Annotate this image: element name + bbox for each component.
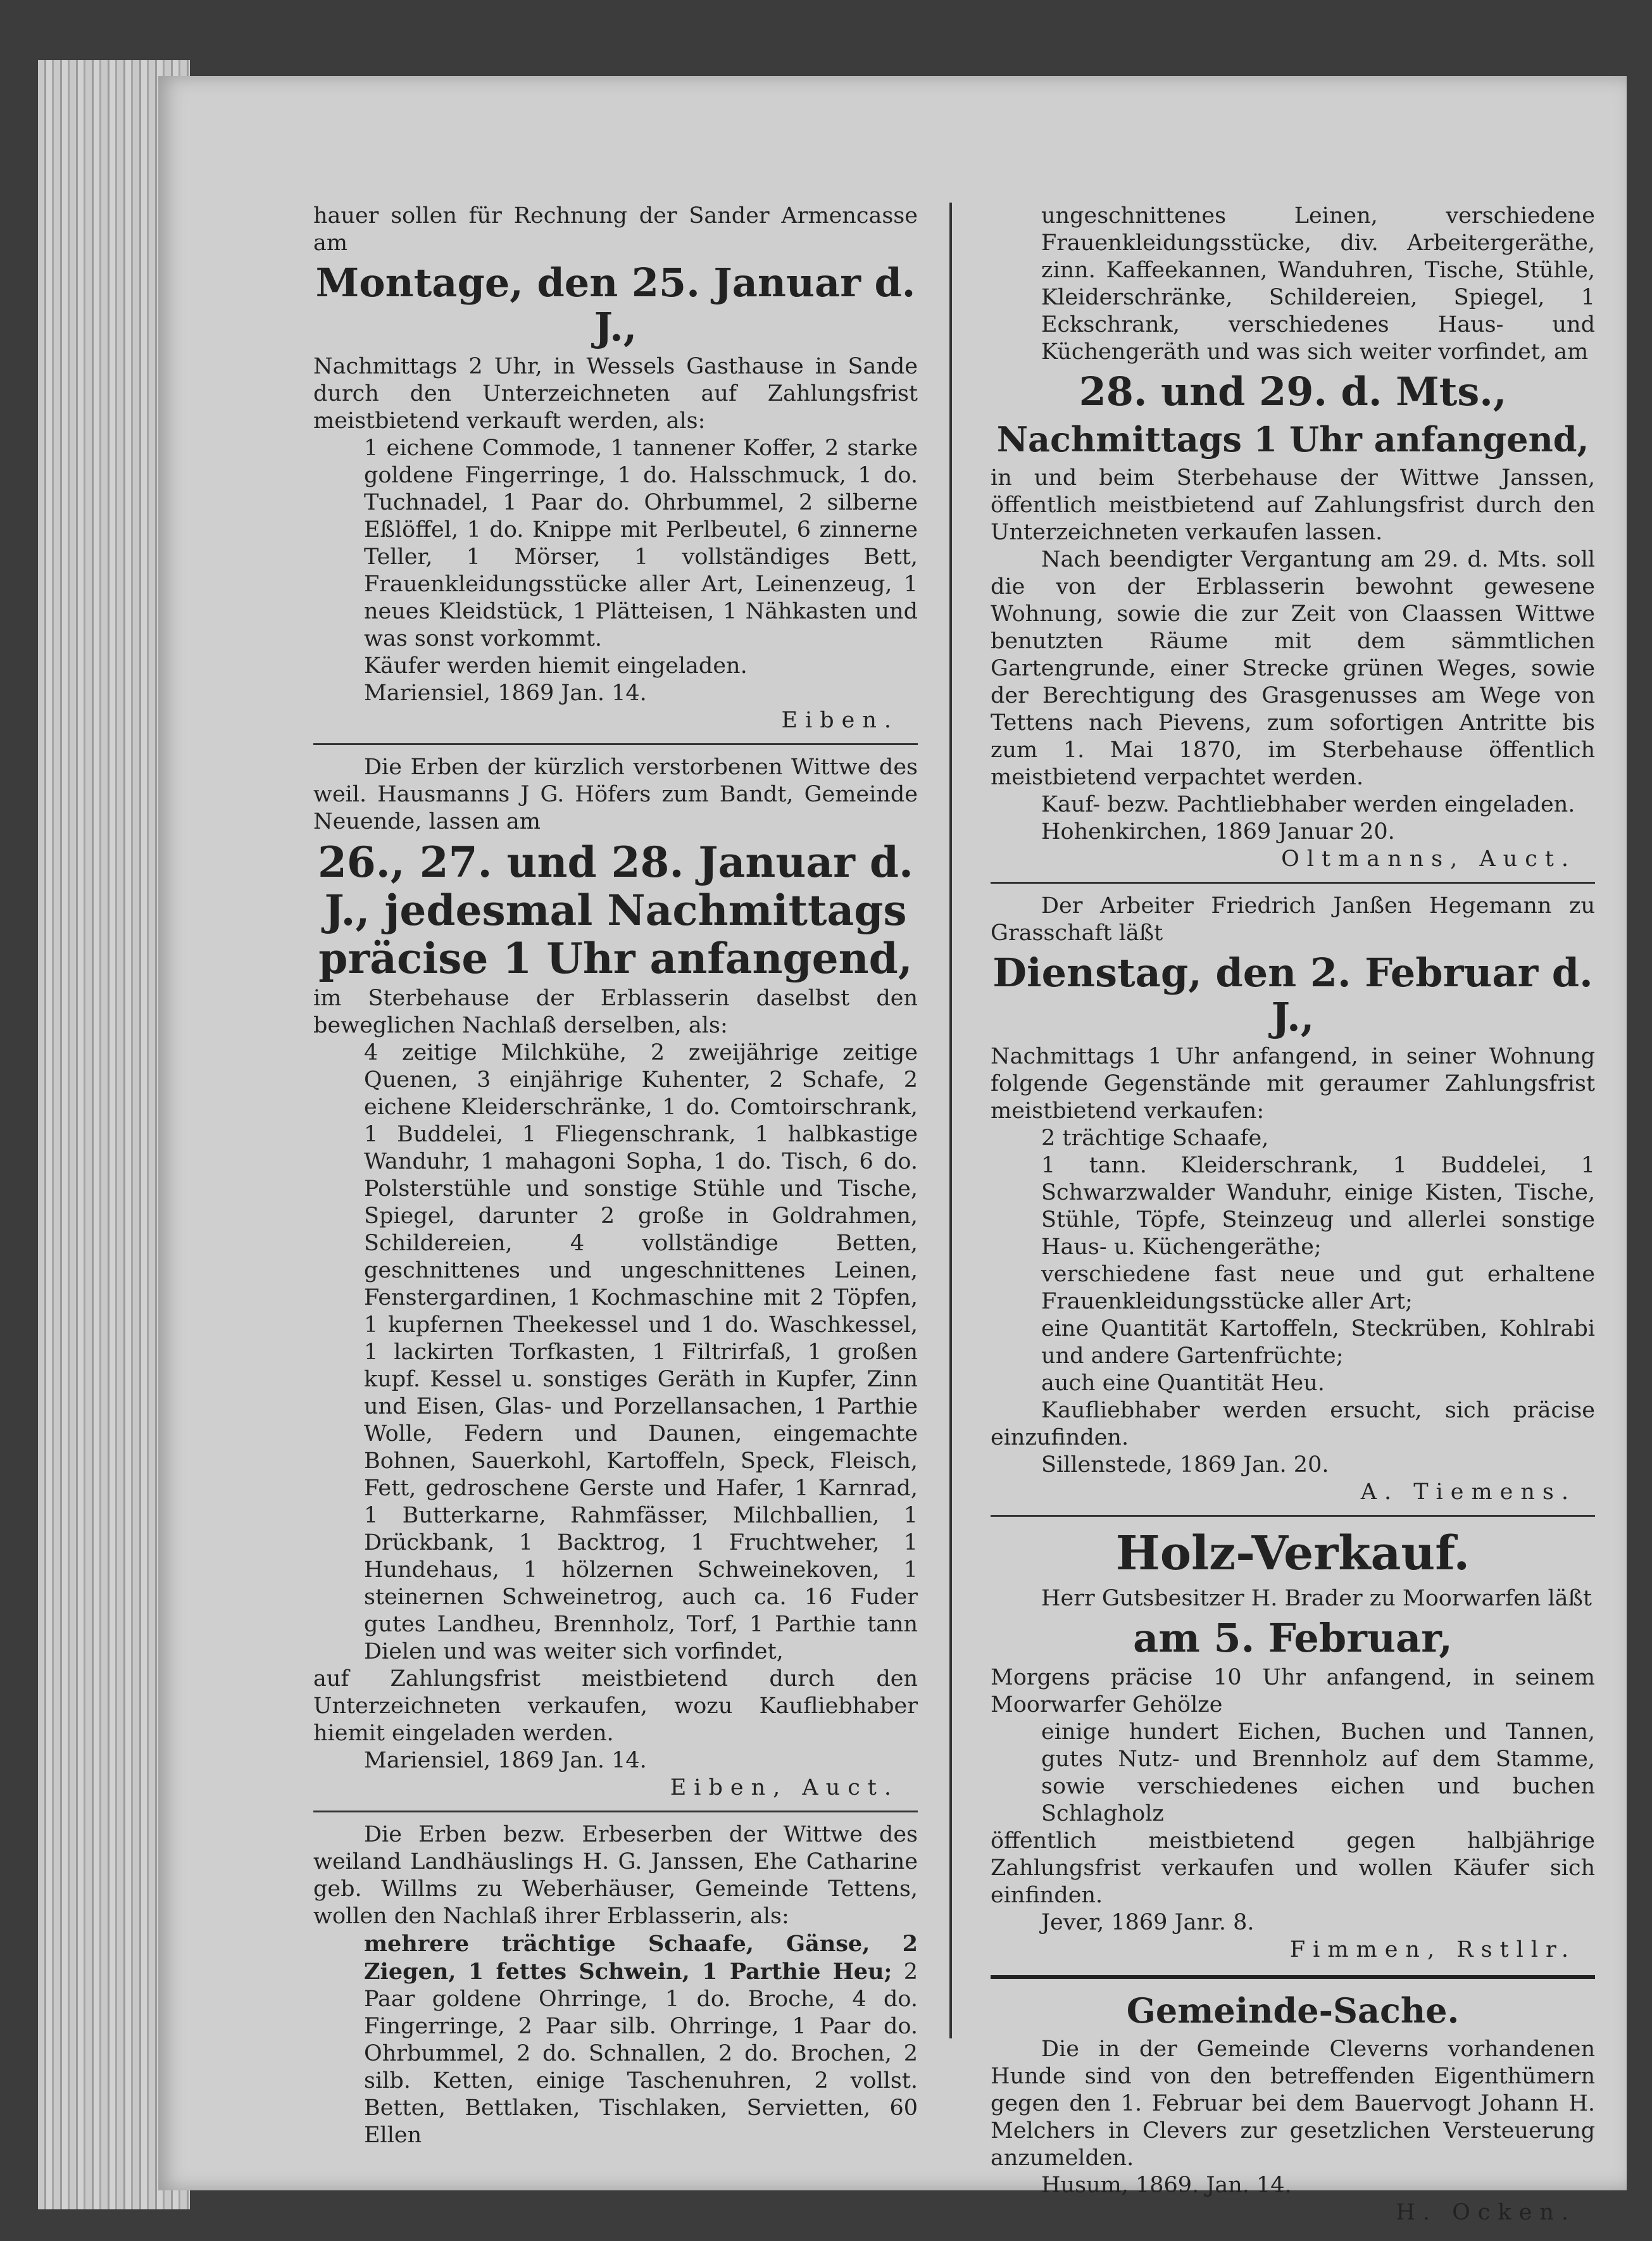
signature: A. Tiemens. [1360,1479,1576,1505]
right-column [991,203,1595,2226]
item-2: 1 tann. Kleiderschrank, 1 Buddelei, 1 Schwarzwalder Wanduhr, einige Kisten, Tische, Stühle, Töpfe, Steinzeug und allerlei sonstige Haus- u. Küchengeräthe; [1041,1153,1595,1260]
place-date: Husum, 1869. Jan. 14. [1041,2173,1292,2198]
auction-date: Dienstag, den 2. Februar d. J., [992,950,1593,1040]
notice-janssen [313,1821,918,2149]
notice-divider [991,882,1595,884]
column-divider [949,203,952,2038]
signature: Oltmanns, Auct. [1281,846,1576,872]
place-date: Mariensiel, 1869 Jan. 14. [364,1748,647,1773]
place-date: Sillenstede, 1869 Jan. 20. [1041,1452,1329,1478]
bold-items: mehrere trächtige Schaafe, Gänse, 2 Ziegen, 1 fettes Schwein, 1 Parthie Heu; [364,1931,918,1985]
buyers-invited: Käufer werden hiemit eingeladen. [364,653,748,679]
notice-divider [313,743,918,745]
item-list: ungeschnittenes Leinen, verschiedene Frauenkleidungsstücke, div. Arbeitergeräthe, zinn. Kaffeekannen, Wanduhren, Tische, Stühle, Kleiderschränke, Schildereien, Spiegel, 1 Eckschrank, verschiedenes Haus- und Küchengeräth und was sich weiter vorfindet, am [1041,203,1595,365]
item-list: 1 eichene Commode, 1 tannener Koffer, 2 starke goldene Fingerringe, 1 do. Halsschmuck, 1 do. Tuchnadel, 1 Paar do. Ohrbummel, 2 silberne Eßlöffel, 1 do. Knippe mit Perlbeutel, 6 zinnerne Teller, 1 Mörser, 1 vollständiges Bett, Frauenkleidungsstücke aller Art, Leinenzeug, 1 neues Kleidstück, 1 Plätteisen, 1 Nähkasten und was sonst vorkommt. [364,436,918,651]
notice-intro: Die Erben bezw. Erbeserben der Wittwe des weiland Landhäuslings H. G. Janssen, Ehe Catharine geb. Willms zu Weberhäuser, Gemeinde Tettens, wollen den Nachlaß ihrer Erblasserin, als: [313,1822,918,1929]
item-4: eine Quantität Kartoffeln, Steckrüben, Kohlrabi und andere Gartenfrüchte; [1041,1316,1595,1369]
notice-body: Die in der Gemeinde Cleverns vorhandenen Hunde sind von den betreffenden Eigenthümern gegen den 1. Februar bei dem Bauervogt Johann H. Melchers in Clevers zur gesetzlichen Versteuerung anzumelden. [991,2037,1595,2171]
notice-divider [991,1515,1595,1517]
notice-closing: öffentlich meistbietend gegen halbjährige Zahlungsfrist verkaufen und wollen Käufer sich einfinden. [991,1828,1595,1908]
notice-janssen-continued [991,203,1595,873]
notice-intro: Herr Gutsbesitzer H. Brader zu Moorwarfen läßt [1041,1586,1592,1611]
item-list-bold [313,1930,918,2149]
notice-hegemann [991,893,1595,1506]
item-list: 2 Paar goldene Ohrringe, 1 do. Broche, 4 do. Fingerringe, 2 Paar silb. Ohrringe, 1 Paar do. Ohrbummel, 2 do. Schnallen, 2 do. Brochen, 2 silb. Ketten, einige Taschenuhren, 2 vollst. Betten, Bettlaken, Tischlaken, Servietten, 60 Ellen [364,1959,918,2148]
auction-date: 28. und 29. d. Mts., [1079,368,1507,415]
notice-title: Gemeinde-Sache. [1126,1990,1460,2031]
signature: Eiben, Auct. [670,1775,899,1800]
buyers-invited: Kaufliebhaber werden ersucht, sich präcise einzufinden. [991,1398,1595,1450]
newspaper-page [158,76,1627,2225]
auction-time: Nachmittags 1 Uhr anfangend, [996,419,1589,460]
place-date: Jever, 1869 Janr. 8. [1041,1910,1255,1935]
notice-hoefers [313,754,918,1802]
item-3: verschiedene fast neue und gut erhaltene Frauenkleidungsstücke aller Art; [1041,1262,1595,1314]
notice-body: Morgens präcise 10 Uhr anfangend, in seinem Moorwarfer Gehölze [991,1665,1595,1717]
item-5: auch eine Quantität Heu. [1041,1371,1325,1396]
item-list: einige hundert Eichen, Buchen und Tannen, gutes Nutz- und Brennholz auf dem Stamme, sowie verschiedenes eichen und buchen Schlagholz [1041,1719,1595,1826]
signature: Fimmen, Rstllr. [1289,1937,1576,1962]
place-date: Mariensiel, 1869 Jan. 14. [364,681,647,706]
notice-divider [313,1811,918,1812]
lease-text: Nach beendigter Vergantung am 29. d. Mts. soll die von der Erblasserin bewohnt gewesene Wohnung, sowie die zur Zeit von Claassen Wittwe benutzten Räume mit dem sämmtlichen Gartengrunde, einer Strecke grünen Weges, sowie der Berechtigung des Grasgenusses am Wege von Tettens nach Pievens, zum sofortigen Antritte bis zum 1. Mai 1870, im Sterbehause öffentlich meistbietend verpachtet werden. [991,547,1595,790]
notice-body: im Sterbehause der Erblasserin daselbst den beweglichen Nachlaß derselben, als: [313,986,918,1038]
buyers-invited: Kauf- bezw. Pachtliebhaber werden eingeladen. [1041,792,1575,817]
notice-holzverkauf [991,1526,1595,1964]
left-column [313,203,918,2149]
notice-title: Holz-Verkauf. [1115,1526,1470,1581]
notice-body: in und beim Sterbehause der Wittwe Janssen, öffentlich meistbietend auf Zahlungsfrist durch den Unterzeichneten verkaufen lassen. [991,465,1595,545]
item-list: 4 zeitige Milchkühe, 2 zweijährige zeitige Quenen, 3 einjährige Kuhenter, 2 Schafe, 2 eichene Kleiderschränke, 1 do. Comtoirschrank, 1 Buddelei, 1 Fliegenschrank, 1 halbkastige Wanduhr, 1 mahagoni Sopha, 1 do. Tisch, 6 do. Polsterstühle und sonstige Stühle und Tische, Spiegel, darunter 2 große in Goldrahmen, Schildereien, 4 vollständige Betten, geschnittenes und ungeschnittenes Leinen, Fenstergardinen, 1 Kochmaschine mit 2 Töpfen, 1 kupfernen Theekessel und 1 do. Waschkessel, 1 lackirten Torfkasten, 1 Filtrirfaß, 1 großen kupf. Kessel u. sonstiges Geräth in Kupfer, Zinn und Eisen, Glas- und Porzellansachen, 1 Parthie Wolle, Federn und Daunen, eingemachte Bohnen, Sauerkohl, Kartoffeln, Speck, Fleisch, Fett, gedroschene Gerste und Hafer, 1 Karnrad, 1 Butterkarne, Rahmfässer, Milchballien, 1 Drückbank, 1 Backtrog, 1 Fruchtweher, 1 Hundehaus, 1 hölzernen Schweinekoven, 1 steinernen Schweinetrog, auch ca. 16 Fuder gutes Landheu, Brennholz, Torf, 1 Parthie tann Dielen und was weiter sich vorfindet, [364,1040,918,1664]
notice-gemeinde [991,1990,1595,2226]
notice-body: Nachmittags 2 Uhr, in Wessels Gasthause in Sande durch den Unterzeichneten auf Zahlungsfrist meistbietend verkauft werden, als: [313,354,918,434]
notice-closing: auf Zahlungsfrist meistbietend durch den Unterzeichneten verkaufen, wozu Kaufliebhaber hiemit eingeladen werden. [313,1666,918,1746]
item-1: 2 trächtige Schaafe, [1041,1126,1269,1151]
auction-date: Montage, den 25. Januar d. J., [315,260,916,350]
place-date: Hohenkirchen, 1869 Januar 20. [1041,819,1395,844]
signature: Eiben. [781,708,899,733]
auction-date: am 5. Februar, [1133,1615,1453,1661]
auction-date: 26., 27. und 28. Januar d. J., jedesmal Nachmittags präcise 1 Uhr anfangend, [317,838,914,983]
signature: H. Ocken. [1396,2200,1576,2225]
notice-divider-thick [991,1975,1595,1979]
notice-intro: hauer sollen für Rechnung der Sander Armencasse am [313,203,918,256]
notice-intro: Die Erben der kürzlich verstorbenen Wittwe des weil. Hausmanns J G. Höfers zum Bandt, Gemeinde Neuende, lassen am [313,755,918,834]
notice-body: Nachmittags 1 Uhr anfangend, in seiner Wohnung folgende Gegenstände mit geraumer Zahlungsfrist meistbietend verkaufen: [991,1044,1595,1124]
notice-intro: Der Arbeiter Friedrich Janßen Hegemann zu Grasschaft läßt [991,893,1595,946]
notice-armencasse [313,203,918,734]
